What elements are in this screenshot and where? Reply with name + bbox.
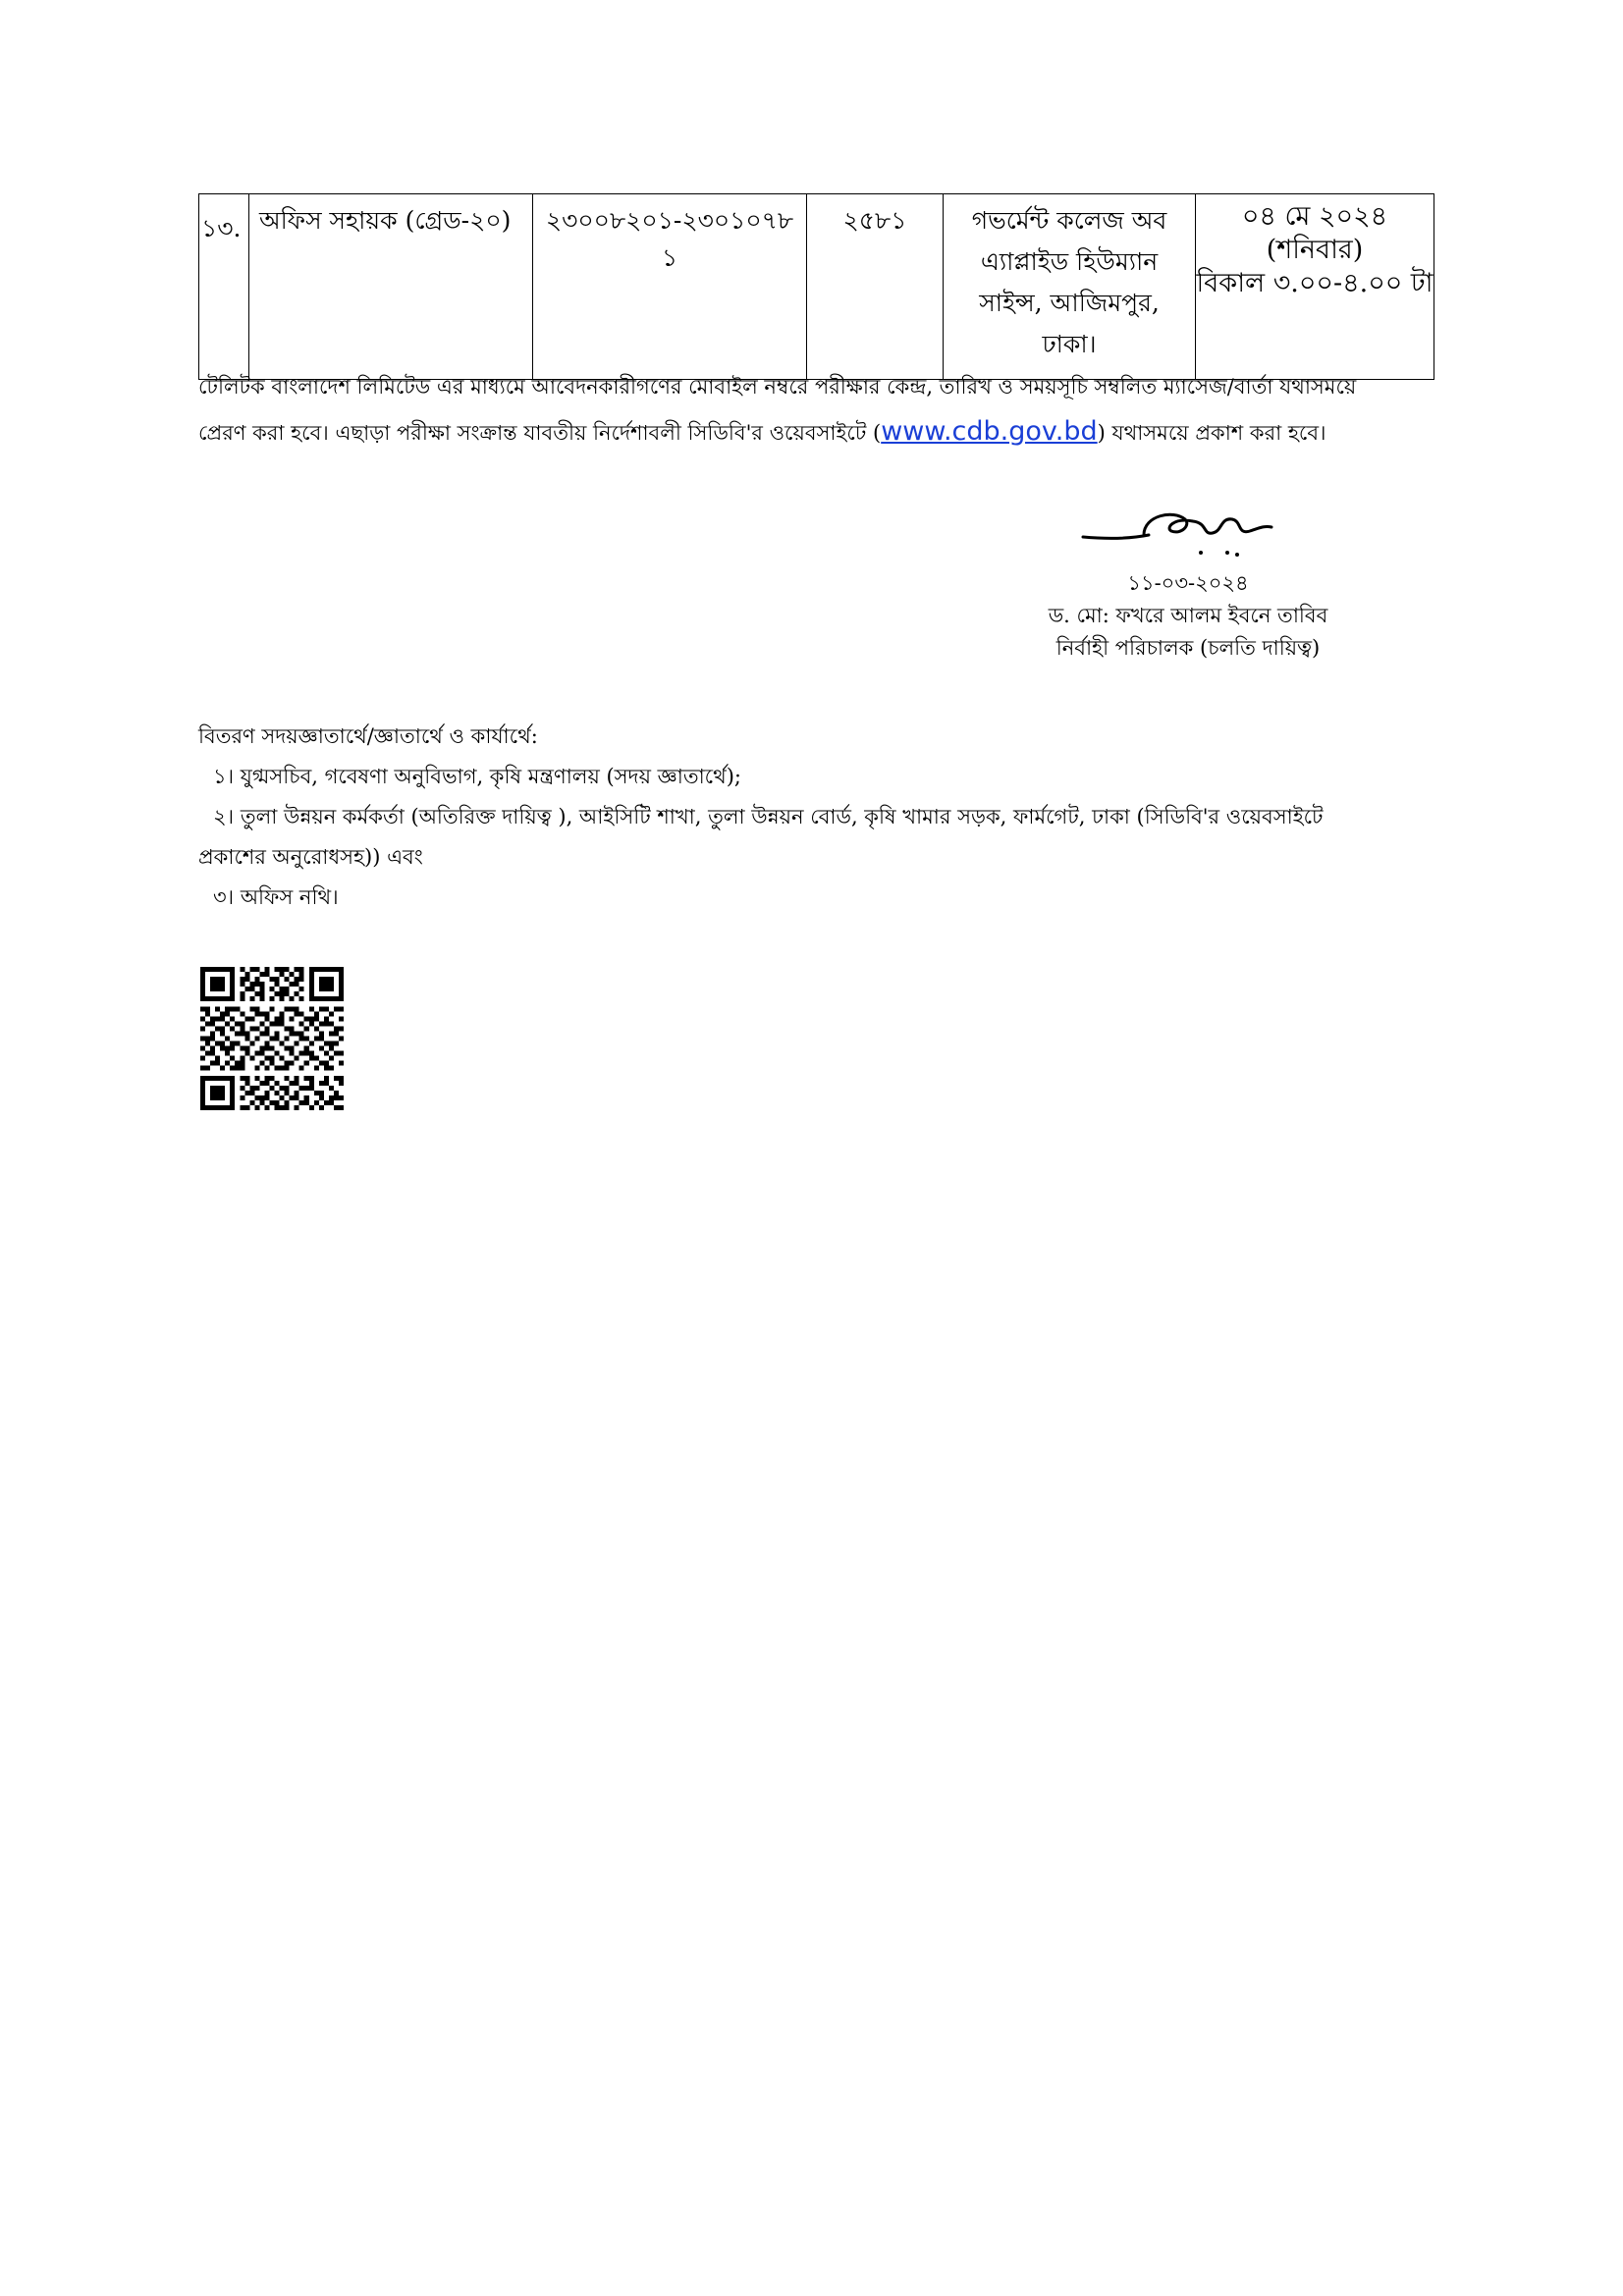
distribution-list — [198, 717, 1445, 918]
exam-schedule-table — [198, 193, 1434, 380]
exam-day: (শনিবার) — [1266, 235, 1364, 265]
roll-range-cell — [533, 194, 807, 380]
post-cell: অফিস সহায়ক (গ্রেড-২০) — [249, 194, 533, 380]
website-link[interactable]: www.cdb.gov.bd — [881, 416, 1098, 447]
venue-line-1: গভর্মেন্ট কলেজ অব — [971, 206, 1167, 235]
distribution-heading: বিতরণ সদয়জ্ঞাতার্থে/জ্ঞাতার্থে ও কার্যার্থে: — [198, 724, 538, 748]
list-item: ২। তুলা উন্নয়ন কর্মকর্তা (অতিরিক্ত দায়িত্ব ), আইসিটি শাখা, তুলা উন্নয়ন বোর্ড, কৃষি খামার সড়ক, ফার্মগেট, ঢাকা (সিডিবি'র ওয়েবসাইটে — [213, 805, 1324, 828]
notice-line-2 — [198, 409, 1445, 455]
roll-range-line-2: ১ — [661, 243, 678, 272]
signatory-block — [1021, 567, 1355, 665]
notice-line-1: টেলিটক বাংলাদেশ লিমিটেড এর মাধ্যমে আবেদনকারীগণের মোবাইল নম্বরে পরীক্ষার কেন্দ্র, তারিখ ও সময়সূচি সম্বলিত ম্যাসেজ/বার্তা যথাসময়ে — [198, 375, 1357, 399]
exam-time: বিকাল ৩.০০-৪.০০ টা — [1196, 268, 1434, 298]
venue-cell — [944, 194, 1196, 380]
roll-range-line-1: ২৩০০৮২০১-২৩০১০৭৮ — [545, 206, 794, 235]
date-time-cell — [1196, 194, 1434, 380]
venue-line-2: এ্যাপ্লাইড হিউম্যান — [980, 247, 1159, 276]
candidate-count-cell: ২৫৮১ — [807, 194, 944, 380]
signature-date: ১১-০৩-২০২৪ — [1127, 571, 1249, 595]
table-row — [199, 194, 1434, 380]
venue-line-3: সাইন্স, আজিমপুর, — [979, 289, 1160, 317]
qr-code-icon — [200, 967, 344, 1110]
list-item: ৩। অফিস নথি। — [213, 885, 339, 909]
serial-cell: ১৩. — [199, 194, 249, 380]
notice-paragraph — [198, 365, 1445, 455]
list-item-continuation: প্রকাশের অনুরোধসহ)) এবং — [198, 845, 423, 869]
signatory-name: ড. মো: ফখরে আলম ইবনে তাবিব — [1048, 604, 1328, 627]
venue-line-4: ঢাকা। — [1042, 330, 1097, 358]
signature-icon — [1075, 496, 1291, 564]
notice-line-2-start: প্রেরণ করা হবে। এছাড়া পরীক্ষা সংক্রান্ত যাবতীয় নির্দেশাবলী সিডিবি'র ওয়েবসাইটে ( — [198, 421, 882, 445]
notice-line-2-end: ) যথাসময়ে প্রকাশ করা হবে। — [1097, 421, 1326, 445]
exam-date: ০৪ মে ২০২৪ — [1241, 201, 1388, 232]
list-item: ১। যুগ্মসচিব, গবেষণা অনুবিভাগ, কৃষি মন্ত্রণালয় (সদয় জ্ঞাতার্থে); — [213, 765, 741, 788]
signatory-designation: নির্বাহী পরিচালক (চলতি দায়িত্ব) — [1055, 636, 1321, 660]
